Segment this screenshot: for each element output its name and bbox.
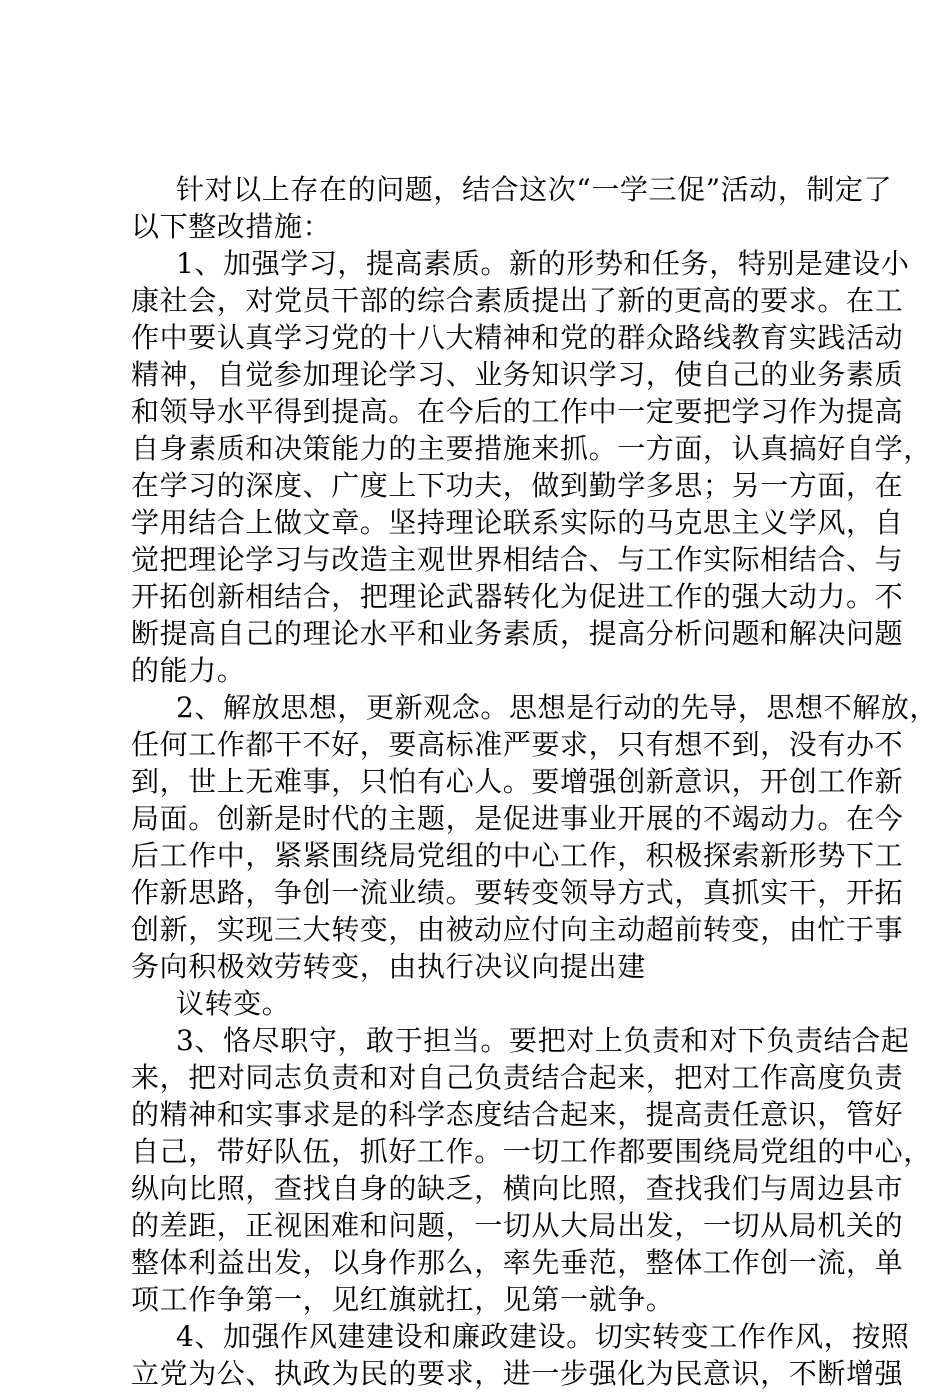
text-line: 后工作中，紧紧围绕局党组的中心工作，积极探索新形势下工 bbox=[131, 839, 904, 872]
text-line: 任何工作都干不好，要高标准严要求，只有想不到，没有办不 bbox=[131, 728, 904, 761]
text-line: 精神，自觉参加理论学习、业务知识学习，使自己的业务素质 bbox=[131, 358, 904, 391]
text-line: 和领导水平得到提高。在今后的工作中一定要把学习作为提高 bbox=[131, 395, 904, 428]
text-line: 4、加强作风建建设和廉政建设。切实转变工作作风，按照 bbox=[176, 1320, 910, 1353]
text-line: 议转变。 bbox=[176, 987, 291, 1020]
text-line: 自己，带好队伍，抓好工作。一切工作都要围绕局党组的中心， bbox=[131, 1135, 932, 1168]
text-line: 纵向比照，查找自身的缺乏，横向比照，查找我们与周边县市 bbox=[131, 1172, 904, 1205]
text-line: 学用结合上做文章。坚持理论联系实际的马克思主义学风，自 bbox=[131, 506, 904, 539]
text-line: 自身素质和决策能力的主要措施来抓。一方面，认真搞好自学， bbox=[131, 432, 932, 465]
text-line: 断提高自己的理论水平和业务素质，提高分析问题和解决问题 bbox=[131, 617, 904, 650]
text-line: 2、解放思想，更新观念。思想是行动的先导，思想不解放， bbox=[176, 691, 939, 724]
text-line: 来，把对同志负责和对自己负责结合起来，把对工作高度负责 bbox=[131, 1061, 904, 1094]
text-line: 开拓创新相结合，把理论武器转化为促进工作的强大动力。不 bbox=[131, 580, 904, 613]
text-line: 局面。创新是时代的主题，是促进事业开展的不竭动力。在今 bbox=[131, 802, 904, 835]
text-line: 项工作争第一，见红旗就扛，见第一就争。 bbox=[131, 1283, 675, 1316]
text-line: 的精神和实事求是的科学态度结合起来，提高责任意识，管好 bbox=[131, 1098, 904, 1131]
text-line: 的差距，正视困难和问题，一切从大局出发，一切从局机关的 bbox=[131, 1209, 904, 1242]
document-body bbox=[131, 171, 939, 1392]
text-line: 务向积极效劳转变，由执行决议向提出建 bbox=[131, 950, 646, 983]
text-line: 3、恪尽职守，敢于担当。要把对上负责和对下负责结合起 bbox=[176, 1024, 910, 1057]
text-line: 到，世上无难事，只怕有心人。要增强创新意识，开创工作新 bbox=[131, 765, 904, 798]
text-line: 1、加强学习，提高素质。新的形势和任务，特别是建设小 bbox=[176, 247, 910, 280]
text-line: 整体利益出发，以身作那么，率先垂范，整体工作创一流，单 bbox=[131, 1246, 904, 1279]
text-line: 作中要认真学习党的十八大精神和党的群众路线教育实践活动 bbox=[131, 321, 904, 354]
text-line: 创新，实现三大转变，由被动应付向主动超前转变，由忙于事 bbox=[131, 913, 904, 946]
text-line: 针对以上存在的问题，结合这次“一学三促”活动，制定了 bbox=[176, 173, 893, 206]
text-line: 的能力。 bbox=[131, 654, 246, 687]
text-line: 康社会，对党员干部的综合素质提出了新的更高的要求。在工 bbox=[131, 284, 904, 317]
text-line: 觉把理论学习与改造主观世界相结合、与工作实际相结合、与 bbox=[131, 543, 904, 576]
text-line: 以下整改措施： bbox=[131, 210, 332, 243]
text-line: 在学习的深度、广度上下功夫，做到勤学多思；另一方面，在 bbox=[131, 469, 904, 502]
text-line: 作新思路，争创一流业绩。要转变领导方式，真抓实干，开拓 bbox=[131, 876, 904, 909]
text-line: 立党为公、执政为民的要求，进一步强化为民意识，不断增强 bbox=[131, 1357, 904, 1390]
